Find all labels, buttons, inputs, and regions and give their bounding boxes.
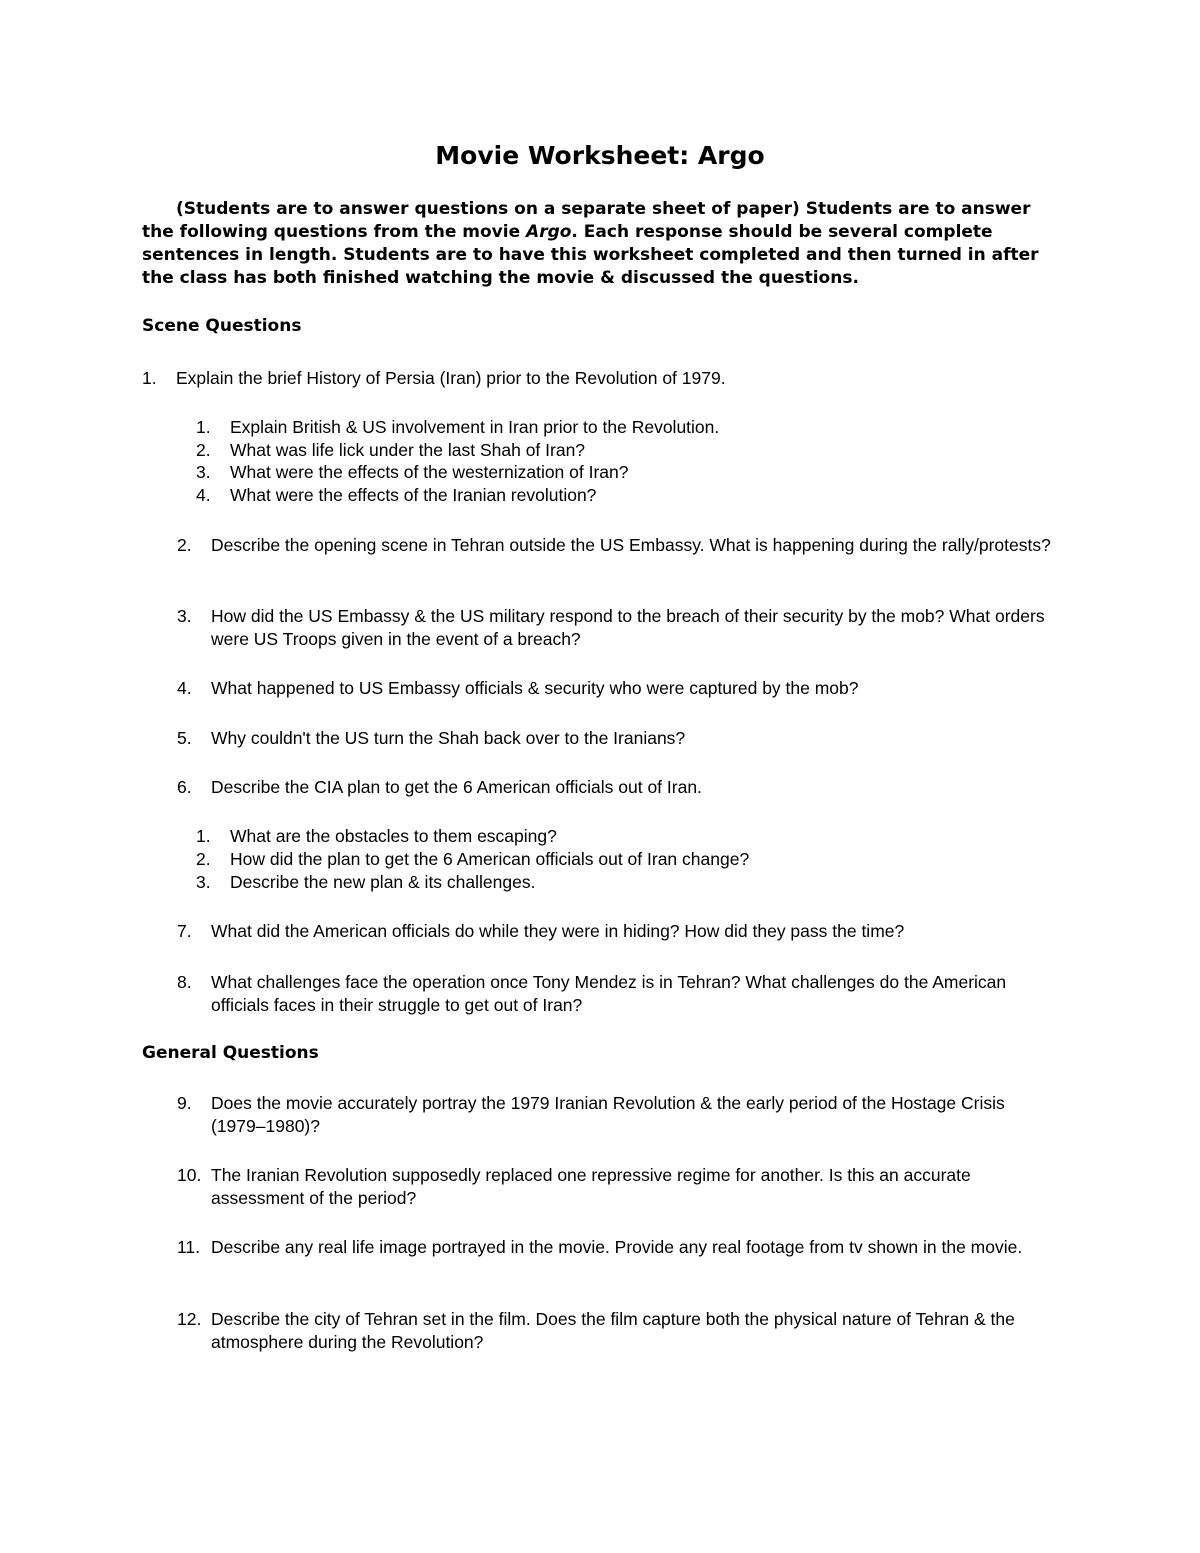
question-number: 9. xyxy=(177,1093,192,1113)
question-text: Describe the city of Tehran set in the film. Does the film capture both the physical nature of Tehran & the atmosphere during the Revolution? xyxy=(211,1309,1015,1352)
question-12 xyxy=(177,1308,1077,1354)
sub-question-text: What were the effects of the Iranian revolution? xyxy=(230,485,597,505)
sub-question-text: What were the effects of the westernization of Iran? xyxy=(230,462,629,482)
question-number: 1. xyxy=(142,368,157,388)
sub-question-number: 2. xyxy=(196,440,211,460)
instructions-text-part2: . Each response should be several complete sentences in length. Students are to have this worksheet completed and then turned in after the class has both finished watching the movie & discussed the questions. xyxy=(142,222,1039,288)
question-text: Describe the CIA plan to get the 6 American officials out of Iran. xyxy=(211,777,702,797)
sub-question-text: Explain British & US involvement in Iran prior to the Revolution. xyxy=(230,417,720,437)
sub-question-text: What are the obstacles to them escaping? xyxy=(230,826,557,846)
question-5 xyxy=(177,727,1077,751)
sub-question-number: 1. xyxy=(196,417,211,437)
sub-question-6-2 xyxy=(196,848,1076,872)
question-number: 5. xyxy=(177,728,192,748)
question-number: 2. xyxy=(177,535,192,555)
sub-question-number: 4. xyxy=(196,485,211,505)
question-text: What did the American officials do while they were in hiding? How did they pass the time? xyxy=(211,921,905,941)
sub-question-text: Describe the new plan & its challenges. xyxy=(230,872,536,892)
question-8 xyxy=(177,971,1077,1017)
sub-question-text: How did the plan to get the 6 American officials out of Iran change? xyxy=(230,849,750,869)
question-text: Does the movie accurately portray the 1979 Iranian Revolution & the early period of the Hostage Crisis (1979–1980)? xyxy=(211,1093,1005,1136)
question-text: What happened to US Embassy officials & security who were captured by the mob? xyxy=(211,678,859,698)
movie-title-italic: Argo xyxy=(526,222,572,242)
scene-questions-heading: Scene Questions xyxy=(142,316,302,336)
sub-question-number: 3. xyxy=(196,872,211,892)
sub-question-1-3 xyxy=(196,461,1076,485)
question-text: Why couldn't the US turn the Shah back over to the Iranians? xyxy=(211,728,686,748)
sub-question-1-2 xyxy=(196,439,1076,463)
instructions-paragraph xyxy=(142,198,1062,290)
question-number: 4. xyxy=(177,678,192,698)
sub-question-1-1 xyxy=(196,416,1076,440)
question-number: 10. xyxy=(177,1165,202,1185)
page-title: Movie Worksheet: Argo xyxy=(435,141,765,170)
sub-question-number: 2. xyxy=(196,849,211,869)
question-number: 11. xyxy=(177,1237,201,1257)
sub-question-text: What was life lick under the last Shah of Iran? xyxy=(230,440,586,460)
question-10 xyxy=(177,1164,1077,1210)
sub-question-6-1 xyxy=(196,825,1076,849)
question-7 xyxy=(177,920,1077,944)
general-questions-heading: General Questions xyxy=(142,1043,319,1063)
question-number: 7. xyxy=(177,921,192,941)
sub-question-6-3 xyxy=(196,871,1076,895)
question-9 xyxy=(177,1092,1077,1138)
question-text: Describe the opening scene in Tehran outside the US Embassy. What is happening during the rally/protests? xyxy=(211,535,1051,555)
question-text: What challenges face the operation once Tony Mendez is in Tehran? What challenges do the American officials faces in their struggle to get out of Iran? xyxy=(211,972,1007,1015)
question-text: How did the US Embassy & the US military respond to the breach of their security by the mob? What orders were US Troops given in the event of a breach? xyxy=(211,606,1045,649)
question-text: Describe any real life image portrayed in the movie. Provide any real footage from tv shown in the movie. xyxy=(211,1237,1023,1257)
question-number: 12. xyxy=(177,1309,202,1329)
question-text: Explain the brief History of Persia (Iran) prior to the Revolution of 1979. xyxy=(176,368,726,388)
question-number: 8. xyxy=(177,972,192,992)
instructions-text-part1: (Students are to answer questions on a separate sheet of paper) Students are to answer the following questions from the movie xyxy=(142,199,1031,242)
question-text: The Iranian Revolution supposedly replaced one repressive regime for another. Is this an accurate assessment of the period? xyxy=(211,1165,971,1208)
sub-question-number: 3. xyxy=(196,462,211,482)
question-6 xyxy=(177,776,1077,800)
sub-question-1-4 xyxy=(196,484,1076,508)
question-4 xyxy=(177,677,1077,701)
question-1 xyxy=(142,367,1102,391)
question-number: 3. xyxy=(177,606,192,626)
question-11 xyxy=(177,1236,1077,1282)
sub-question-number: 1. xyxy=(196,826,211,846)
question-3 xyxy=(177,605,1077,651)
question-number: 6. xyxy=(177,777,192,797)
question-2 xyxy=(177,534,1077,580)
